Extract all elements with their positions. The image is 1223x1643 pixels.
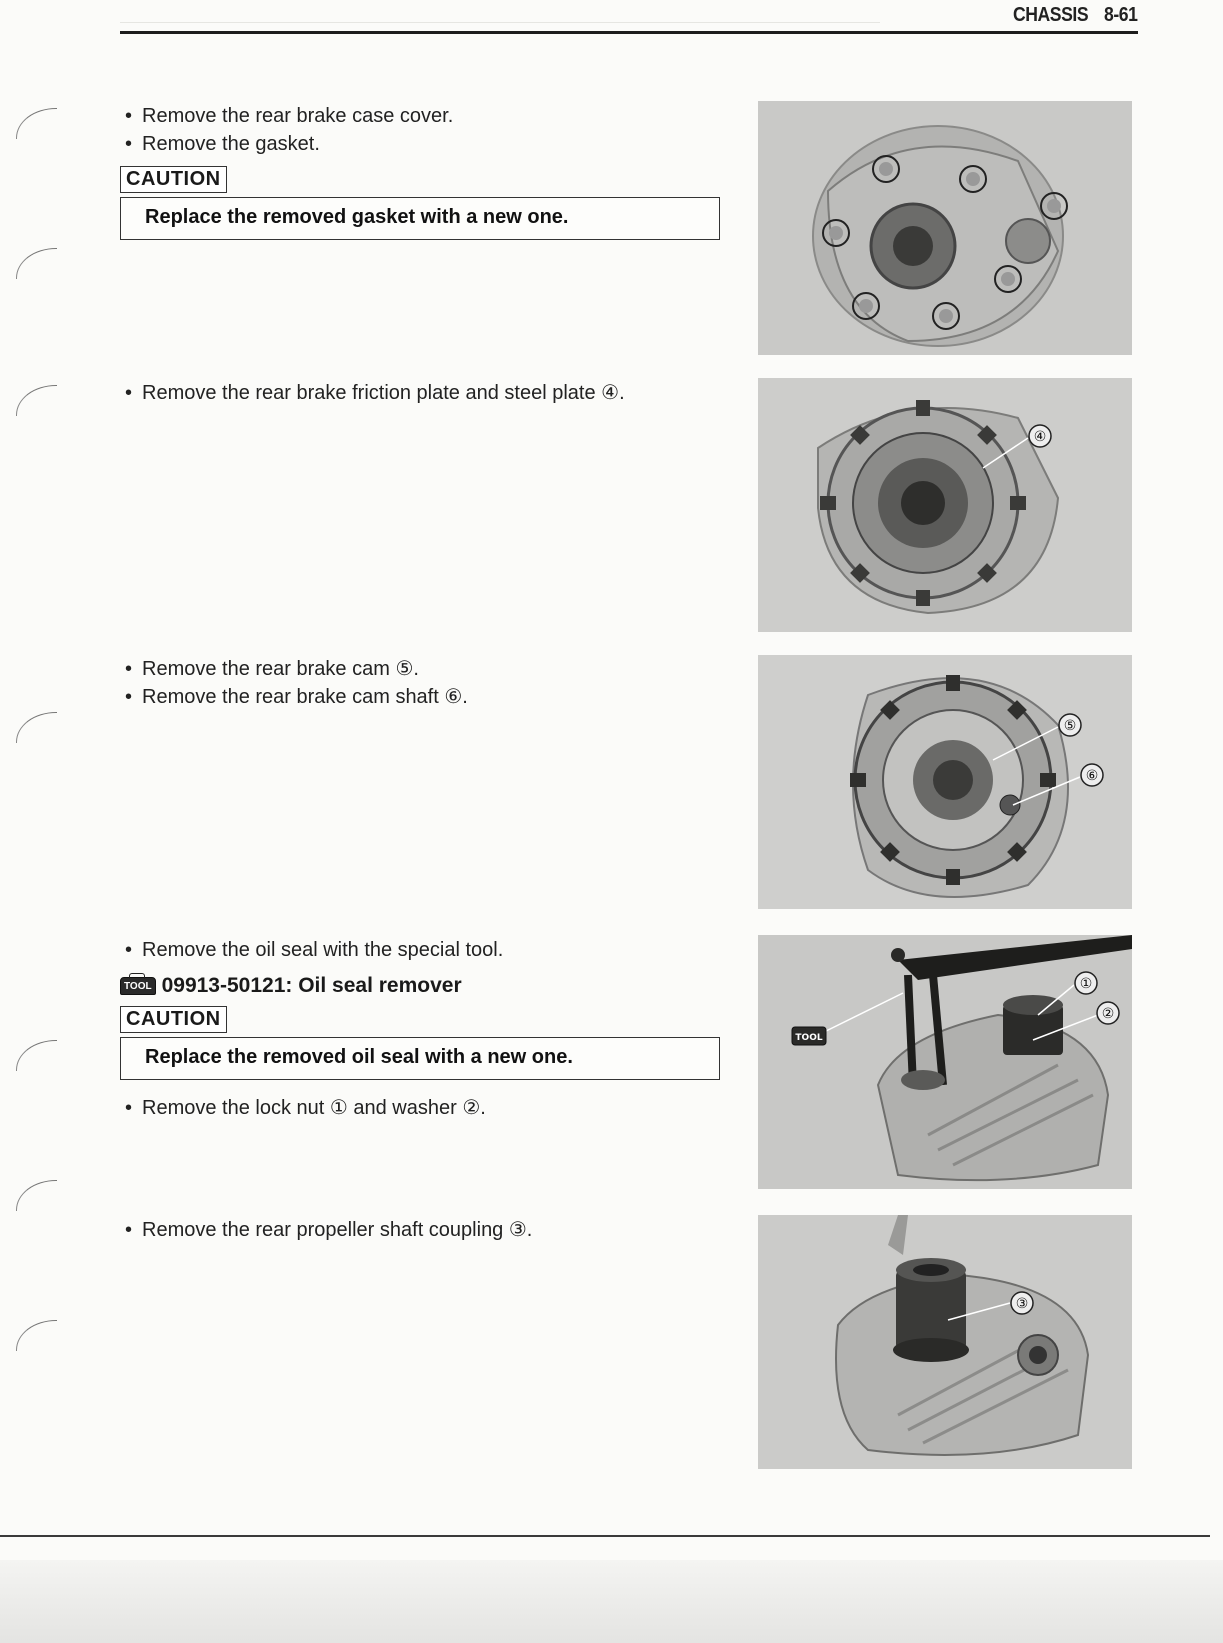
- photo-friction-plate: [758, 378, 1132, 632]
- bullet-item: • Remove the gasket.: [120, 130, 730, 158]
- callout-5: ⑤: [1063, 718, 1077, 734]
- callout-3: ③: [1015, 1296, 1029, 1312]
- caution-label: CAUTION: [120, 1006, 227, 1033]
- bullet-item: • Remove the rear brake friction plate and steel plate ④.: [120, 379, 730, 407]
- step-remove-case-cover: [120, 102, 730, 240]
- header-faint-rule: [120, 22, 880, 23]
- section-title: CHASSIS: [1012, 4, 1088, 26]
- step-remove-coupling: [120, 1216, 730, 1244]
- margin-mark: [16, 1040, 57, 1071]
- margin-mark: [16, 108, 57, 139]
- margin-mark: [16, 1180, 57, 1211]
- photo-brake-cam: [758, 655, 1132, 909]
- page-bottom-shadow: [0, 1560, 1223, 1643]
- bullet-item: • Remove the rear brake case cover.: [120, 102, 730, 130]
- bullet-item: • Remove the oil seal with the special tool.: [120, 936, 730, 964]
- step-remove-brake-cam: [120, 655, 730, 711]
- bullet-item: • Remove the rear brake cam ⑤.: [120, 655, 730, 683]
- bullet-item: • Remove the lock nut ① and washer ②.: [120, 1094, 730, 1122]
- photo-brake-case-cover: [758, 101, 1132, 355]
- margin-mark: [16, 248, 57, 279]
- photo-propeller-shaft-coupling: [758, 1215, 1132, 1469]
- step-remove-oil-seal: [120, 936, 730, 1122]
- caution-box: Replace the removed gasket with a new one.: [120, 197, 720, 240]
- callout-4: ④: [1033, 429, 1047, 445]
- bullet-item: • Remove the rear propeller shaft coupling ③.: [120, 1216, 730, 1244]
- header-rule: [120, 31, 1138, 34]
- bullet-item: • Remove the rear brake cam shaft ⑥.: [120, 683, 730, 711]
- page-number: 8-61: [1103, 4, 1137, 26]
- callout-1: ①: [1079, 976, 1093, 992]
- margin-mark: [16, 1320, 57, 1351]
- caution-label: CAUTION: [120, 166, 227, 193]
- photo-oil-seal-removal: [758, 935, 1132, 1189]
- caution-box: Replace the removed oil seal with a new one.: [120, 1037, 720, 1080]
- special-tool-line: [120, 974, 730, 998]
- step-remove-friction-plate: [120, 379, 730, 407]
- tool-icon: TOOL: [120, 977, 156, 995]
- margin-mark: [16, 712, 57, 743]
- footer-rule: [0, 1535, 1210, 1537]
- callout-2: ②: [1101, 1006, 1115, 1022]
- callout-6: ⑥: [1085, 768, 1099, 784]
- tool-part-number: 09913-50121: Oil seal remover: [161, 974, 462, 997]
- tool-icon-photo: TOOL: [795, 1033, 823, 1043]
- page-header: [997, 4, 1137, 27]
- margin-mark: [16, 385, 57, 416]
